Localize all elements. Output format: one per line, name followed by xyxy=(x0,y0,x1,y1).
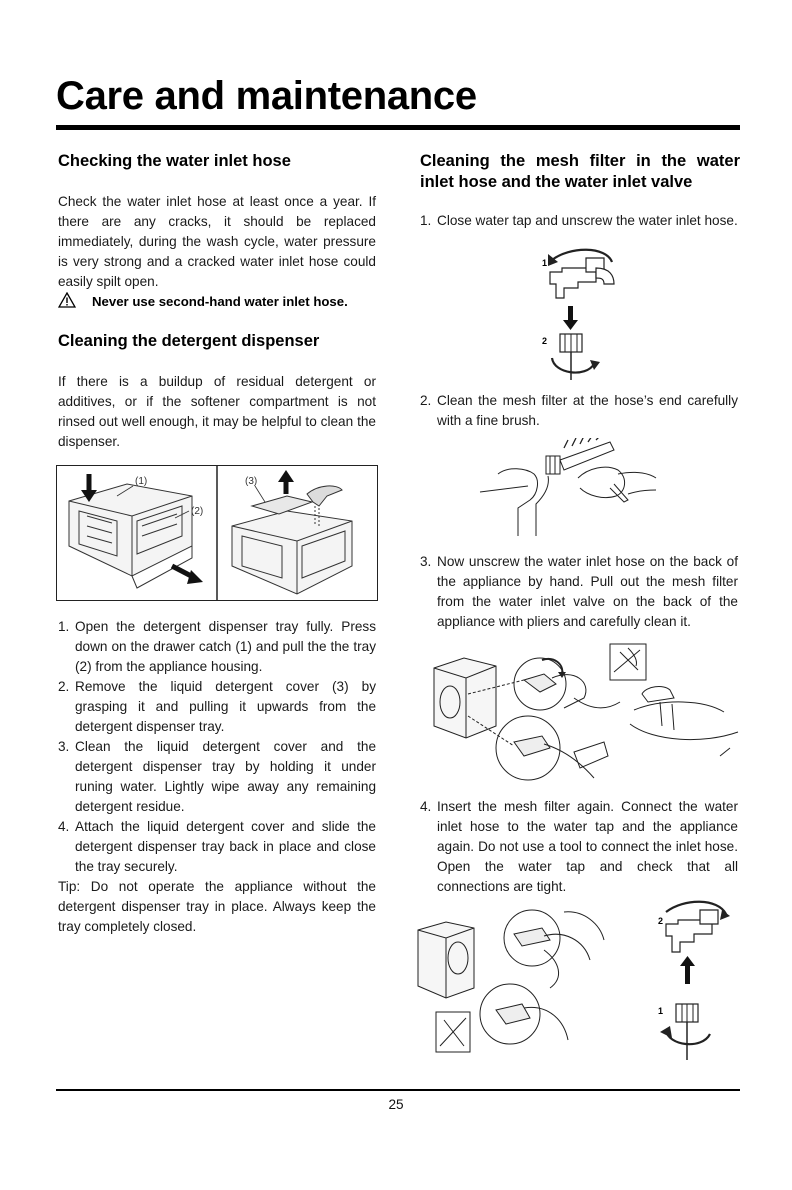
footer-divider xyxy=(56,1089,740,1091)
reconnect-fig-label-1: 1 xyxy=(658,1006,664,1016)
fig-label-1: (1) xyxy=(135,476,148,487)
mesh-step-4-block xyxy=(420,797,738,897)
warning-triangle-icon xyxy=(58,292,76,311)
mesh-step-2: 2. Clean the mesh filter at the hose’s end carefully with a fine brush. xyxy=(420,393,738,428)
dispenser-step-2: 2. Remove the liquid detergent cover (3) by grasping it and pulling it upwards from the detergent dispenser tray. xyxy=(58,679,376,734)
mesh-step-3-block xyxy=(420,552,738,632)
tap-unscrew-figure xyxy=(530,248,630,380)
dispenser-step-1: 1. Open the detergent dispenser tray fully. Press down on the drawer catch (1) and pull the the tray (2) from the appliance housing. xyxy=(58,619,376,674)
reconnect-hose-figure xyxy=(414,900,734,1060)
section-heading-detergent-dispenser: Cleaning the detergent dispenser xyxy=(58,332,320,350)
fig-label-3: (3) xyxy=(245,476,258,487)
warning-line xyxy=(58,292,378,311)
mesh-step-3: 3. Now unscrew the water inlet hose on the back of the appliance by hand. Pull out the mesh filter from the water inlet valve on the back of the appliance with pliers and carefully clean it. xyxy=(420,554,738,629)
mesh-step-4: 4. Insert the mesh filter again. Connect the water inlet hose to the water tap and the appliance again. Do not use a tool to connect the inlet hose. Open the water tap and check that all connections are tight. xyxy=(420,799,738,894)
brush-cleaning-figure xyxy=(478,438,658,538)
page-title: Care and maintenance xyxy=(56,74,477,118)
mesh-step-1: 1. Close water tap and unscrew the water inlet hose. xyxy=(420,213,738,228)
title-divider xyxy=(56,125,740,130)
inlet-hose-paragraph: Check the water inlet hose at least once a year. If there are any cracks, it should be replaced immediately, during the wash cycle, water pressure is very strong and a cracked water inlet hose could easily spilt open. xyxy=(58,194,376,289)
page-number: 25 xyxy=(388,1097,404,1112)
fig-label-2: (2) xyxy=(191,506,204,517)
mesh-step-2-block xyxy=(420,391,738,431)
dispenser-figure xyxy=(56,465,378,601)
dispenser-step-4: 4. Attach the liquid detergent cover and slide the detergent dispenser tray back in place and close the tray securely. xyxy=(58,819,376,874)
section-heading-mesh-filter: Cleaning the mesh filter in the water inlet hose and the water inlet valve xyxy=(420,152,740,191)
mesh-step-1-block xyxy=(420,211,738,231)
pliers-valve-figure xyxy=(424,638,740,794)
tap-fig-label-1: 1 xyxy=(542,258,548,268)
dispenser-step-3: 3. Clean the liquid detergent cover and the detergent dispenser tray by holding it under runing water. Lightly wipe away any remaining detergent residue. xyxy=(58,739,376,814)
dispenser-steps-list xyxy=(58,617,376,877)
detergent-dispenser-paragraph: If there is a buildup of residual detergent or additives, or if the softener compartment is not rinsed out well enough, it may be helpful to clean the dispenser. xyxy=(58,374,376,449)
dispenser-illustration xyxy=(57,466,377,600)
reconnect-fig-label-2: 2 xyxy=(658,916,664,926)
tap-fig-label-2: 2 xyxy=(542,336,548,346)
warning-text: Never use second-hand water inlet hose. xyxy=(92,294,348,309)
tip-paragraph: Tip: Do not operate the appliance without the detergent dispenser tray in place. Always keep the tray completely closed. xyxy=(58,879,376,934)
section-heading-inlet-hose: Checking the water inlet hose xyxy=(58,152,291,170)
